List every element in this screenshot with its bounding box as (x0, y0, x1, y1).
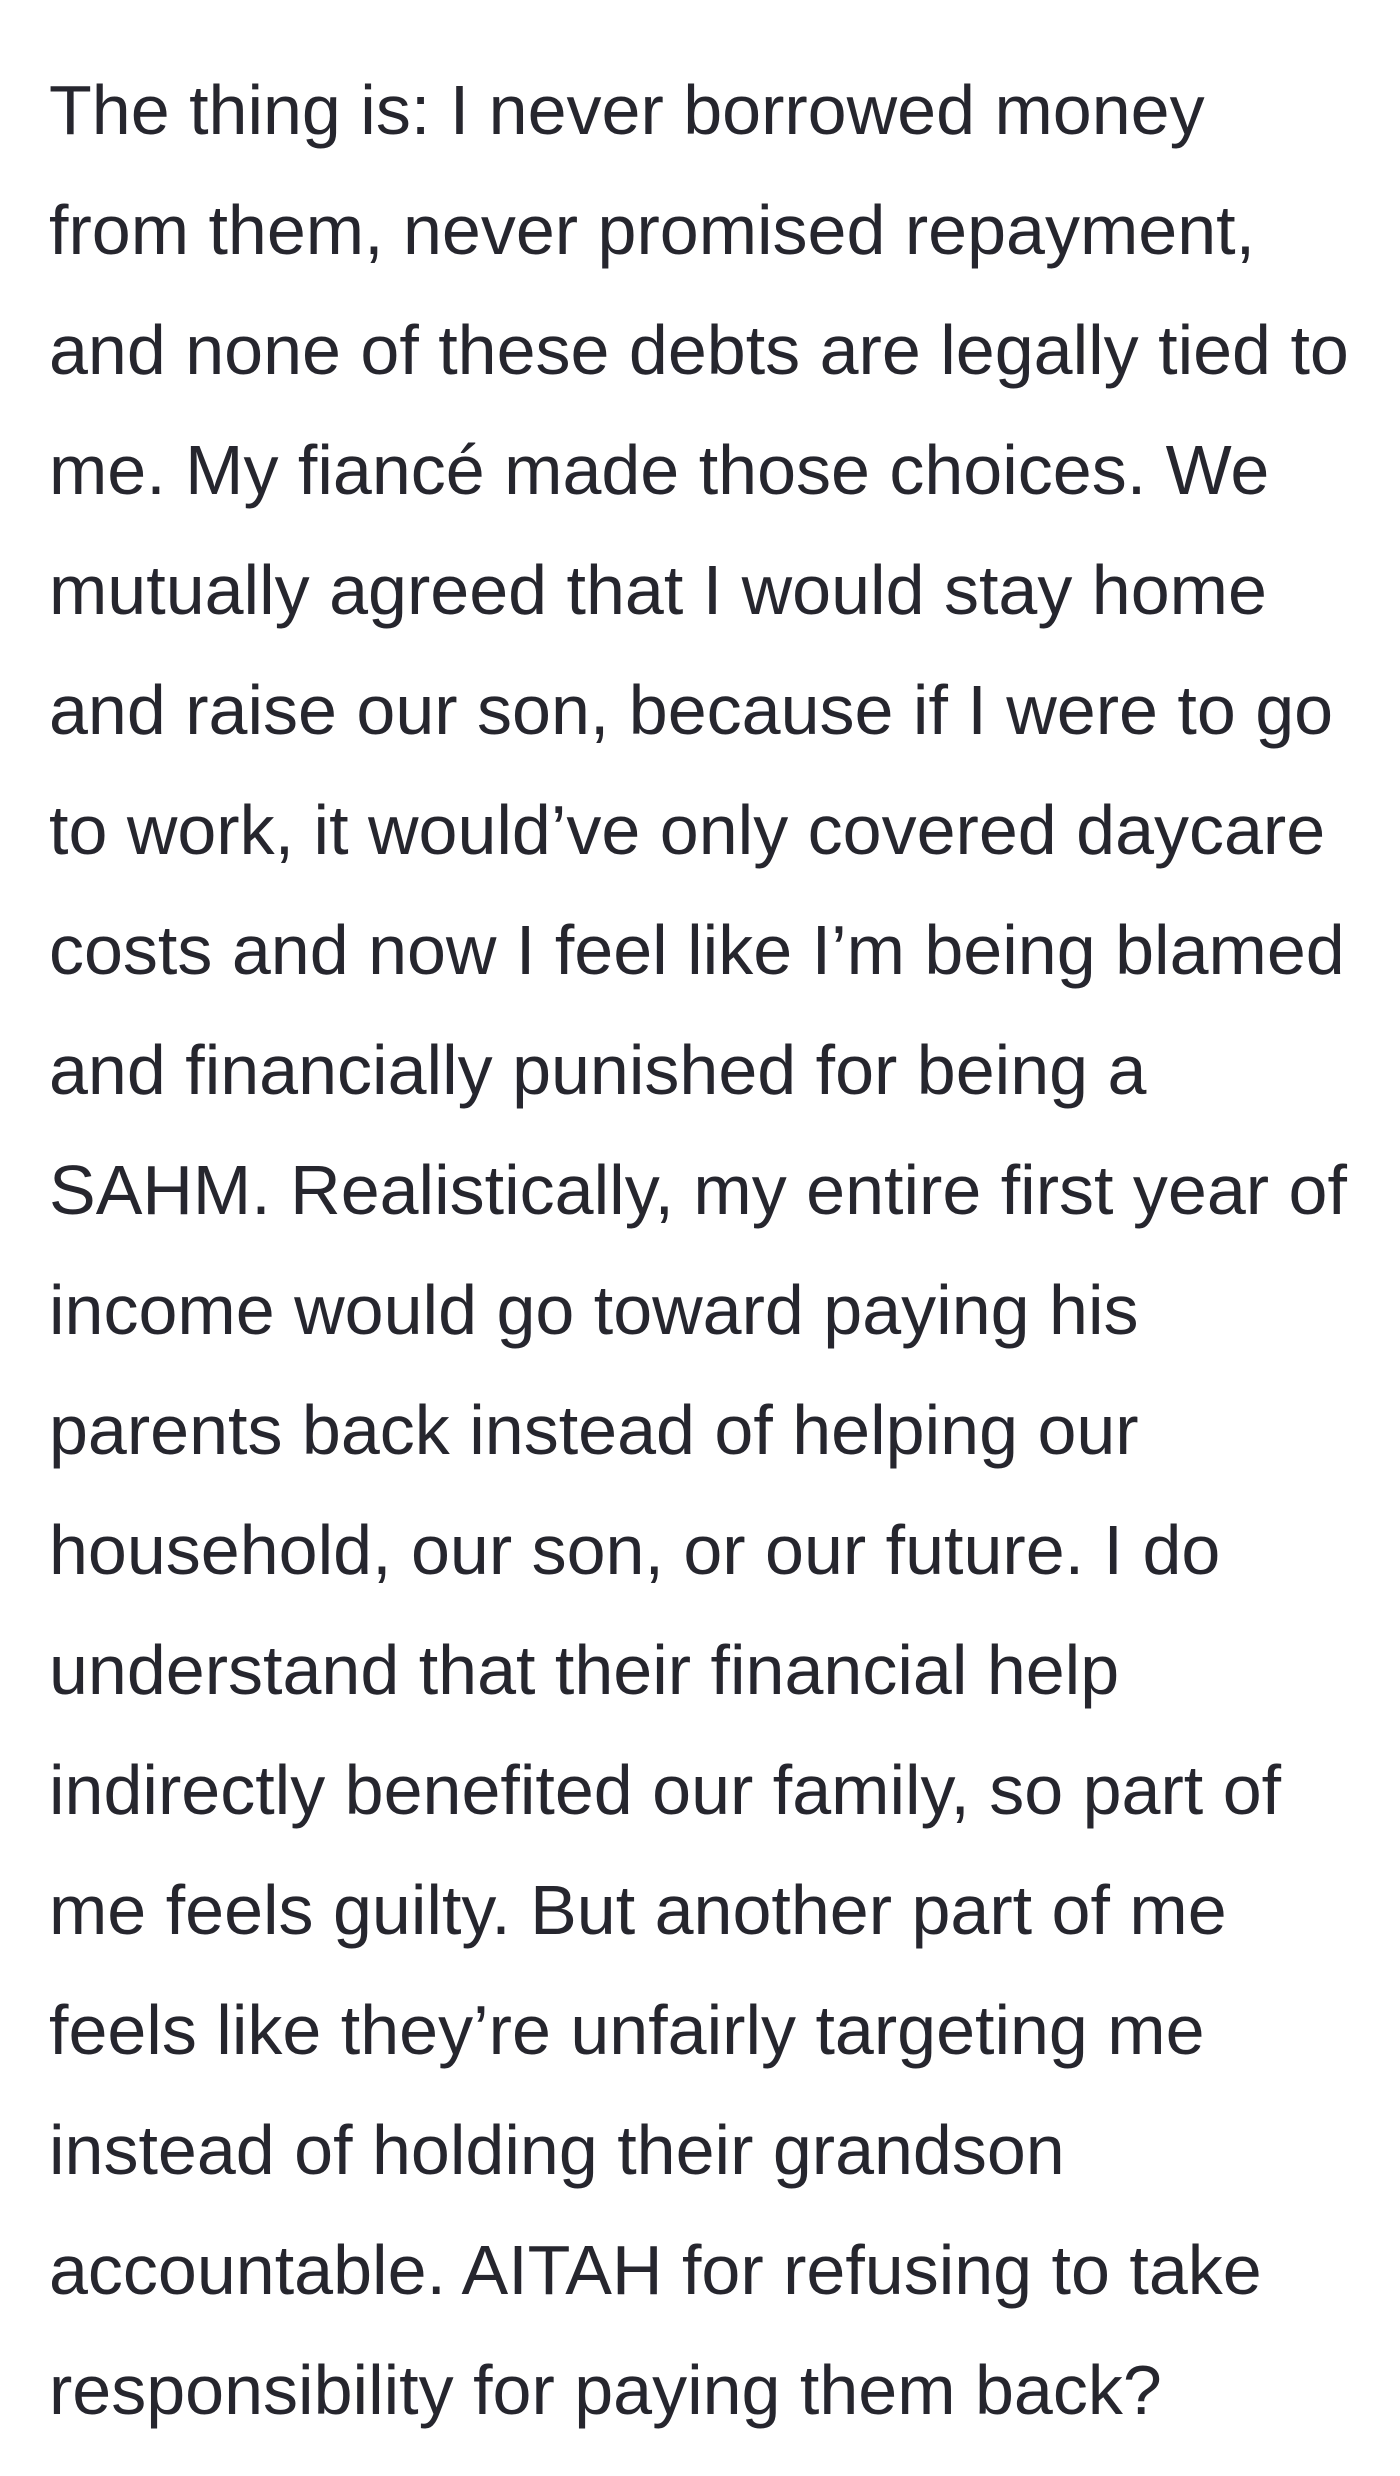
post-body-text: The thing is: I never borrowed money from them, never promised repayment, and none of these debts are legally tied to me. My fiancé made those choices. We mutually agreed that I would stay home and raise our son, because if I were to go to work, it would’ve only covered daycare costs and now I feel like I’m being blamed and financially punished for being a SAHM. Realistically, my entire first year of income would go toward paying his parents back instead of helping our household, our son, or our future. I do understand that their financial help indirectly benefited our family, so part of me feels guilty. But another part of me feels like they’re unfairly targeting me instead of holding their grandson accountable. AITAH for refusing to take responsibility for paying them back? (49, 71, 1349, 2429)
